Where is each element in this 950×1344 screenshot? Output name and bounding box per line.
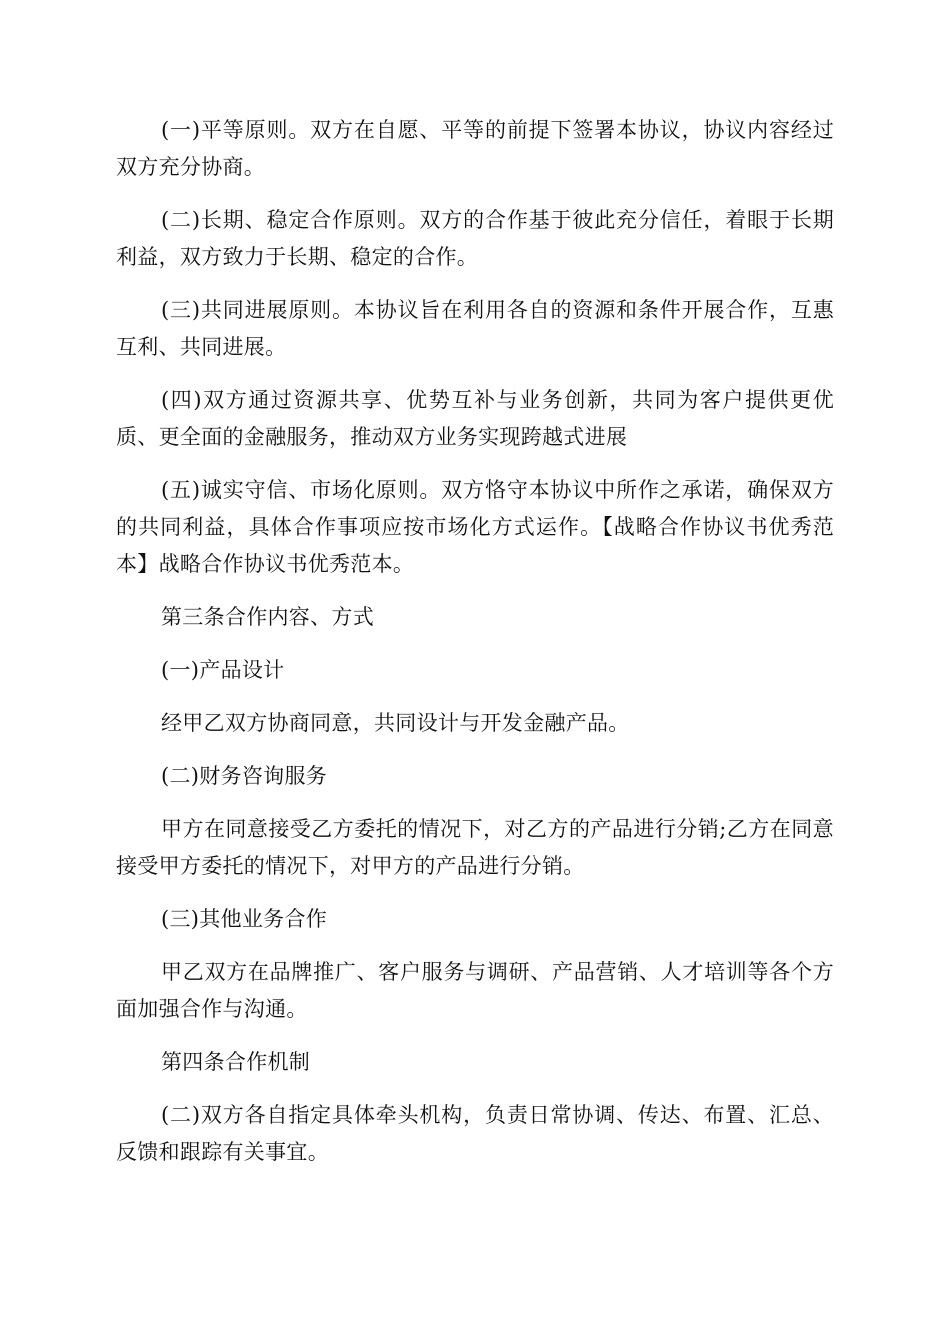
product-design-paragraph: 经甲乙双方协商同意，共同设计与开发金融产品。: [161, 711, 630, 735]
financial-consulting-heading: (二)财务咨询服务: [161, 764, 328, 788]
other-business-heading: (三)其他业务合作: [161, 907, 328, 931]
principle-long-term-paragraph: (二)长期、稳定合作原则。双方的合作基于彼此充分信任，着眼于长期利益，双方致力于长期、稳定的合作。: [116, 208, 834, 269]
financial-consulting-paragraph: 甲方在同意接受乙方委托的情况下，对乙方的产品进行分销;乙方在同意接受甲方委托的情况下，对甲方的产品进行分销。: [116, 817, 834, 878]
product-design-heading: (一)产品设计: [161, 658, 285, 682]
coordination-paragraph: (二)双方各自指定具体牵头机构，负责日常协调、传达、布置、汇总、反馈和跟踪有关事宜。: [116, 1103, 834, 1164]
article-four-heading: 第四条合作机制: [161, 1050, 311, 1074]
principle-integrity-paragraph: (五)诚实守信、市场化原则。双方恪守本协议中所作之承诺，确保双方的共同利益，具体合作事项应按市场化方式运作。【战略合作协议书优秀范本】战略合作协议书优秀范本。: [116, 478, 834, 576]
principle-equality-paragraph: (一)平等原则。双方在自愿、平等的前提下签署本协议，协议内容经过双方充分协商。: [116, 118, 834, 179]
article-three-heading: 第三条合作内容、方式: [161, 605, 374, 629]
other-business-paragraph: 甲乙双方在品牌推广、客户服务与调研、产品营销、人才培训等各个方面加强合作与沟通。: [116, 960, 834, 1021]
principle-common-progress-paragraph: (三)共同进展原则。本协议旨在利用各自的资源和条件开展合作，互惠互利、共同进展。: [116, 298, 834, 359]
document-body: [116, 112, 834, 1187]
principle-resource-sharing-paragraph: (四)双方通过资源共享、优势互补与业务创新，共同为客户提供更优质、更全面的金融服务，推动双方业务实现跨越式进展: [116, 388, 834, 449]
